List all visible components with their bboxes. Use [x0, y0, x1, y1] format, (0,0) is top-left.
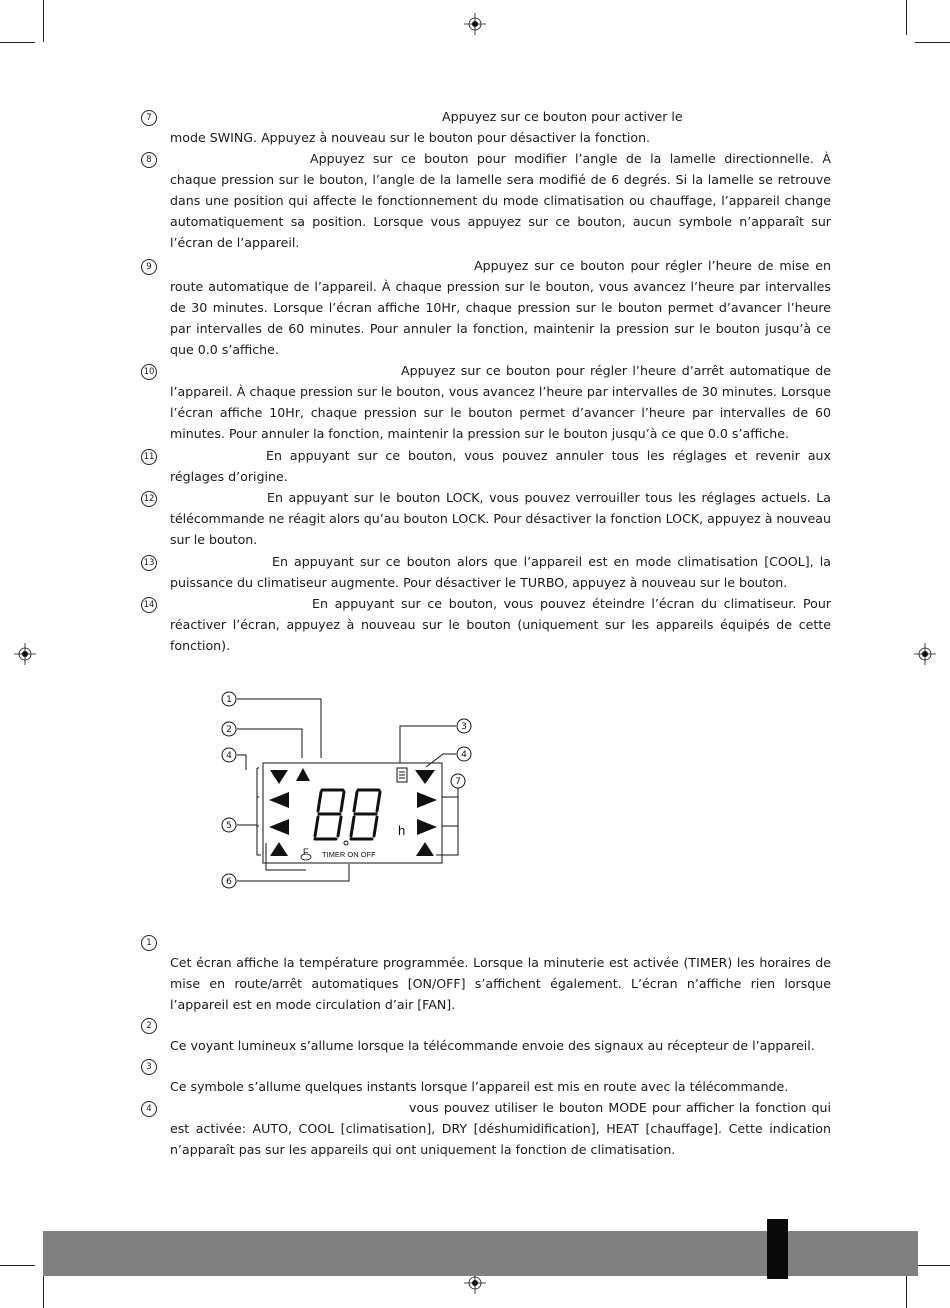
registration-mark-icon — [14, 643, 36, 665]
item-number: 13 — [141, 555, 157, 571]
svg-text:1: 1 — [226, 695, 232, 705]
page-tab-marker — [767, 1219, 788, 1279]
item-text: vous pouvez utiliser le bouton MODE pour afficher la fonction qui est activée: AUTO, COOL [climatisation], DRY [déshumidification], HEAT [chauffage]. Cette indication n’apparaît pas sur les appareils qui ont uniquement la fonction de climatisation. — [170, 1100, 831, 1157]
hour-unit: h — [398, 823, 406, 838]
crop-mark — [915, 42, 950, 43]
item-text: En appuyant sur ce bouton, vous pouvez annuler tous les réglages et revenir aux réglages d’origine. — [170, 448, 831, 484]
svg-text:2: 2 — [226, 725, 232, 735]
item-text: Appuyez sur ce bouton pour modifier l’angle de la lamelle directionnelle. À chaque pression sur le bouton, l’angle de la lamelle sera modifié de 6 degrés. Si la lamelle se retrouve dans une position qui affecte le fonctionnement du mode climatisation ou chauffage, l’appareil change automatiquement sa position. Lorsque vous appuyez sur ce bouton, aucun symbole n’apparaît sur l’écran de l’appareil. — [170, 151, 831, 250]
crop-mark — [0, 42, 35, 43]
item-number: 7 — [141, 110, 157, 126]
timer-label: TIMER ON OFF — [322, 850, 376, 859]
registration-mark-icon — [464, 13, 486, 35]
seven-segment-digits — [315, 790, 380, 839]
item-number: 2 — [141, 1018, 157, 1034]
svg-text:4: 4 — [226, 751, 232, 761]
item-number: 8 — [141, 152, 157, 168]
item-text: En appuyant sur le bouton LOCK, vous pouvez verrouiller tous les réglages actuels. La télécommande ne réagit alors qu’au bouton LOCK. Pour désactiver la fonction LOCK, appuyez à nouveau sur le bouton. — [170, 490, 831, 547]
item-number: 10 — [141, 364, 157, 380]
item-number: 9 — [141, 259, 157, 275]
crop-mark — [43, 0, 44, 42]
item-text: En appuyant sur ce bouton alors que l’appareil est en mode climatisation [COOL], la puissance du climatiseur augmente. Pour désactiver le TURBO, appuyez à nouveau sur le bouton. — [170, 554, 831, 590]
svg-text:6: 6 — [226, 877, 232, 887]
item-number: 4 — [141, 1101, 157, 1117]
item-text: Appuyez sur ce bouton pour activer le mode SWING. Appuyez à nouveau sur le bouton pour désactiver la fonction. — [170, 109, 683, 145]
crop-mark — [915, 1265, 950, 1266]
item-number: 12 — [141, 491, 157, 507]
registration-mark-icon — [914, 643, 936, 665]
fahrenheit-label: F — [303, 847, 309, 857]
svg-text:3: 3 — [461, 722, 467, 732]
svg-text:5: 5 — [226, 821, 232, 831]
item-text: Ce symbole s’allume quelques instants lorsque l’appareil est mis en route avec la télécommande. — [170, 1079, 789, 1094]
item-number: 1 — [141, 935, 157, 951]
crop-mark — [906, 1272, 907, 1308]
crop-mark — [43, 1272, 44, 1308]
item-number: 3 — [141, 1059, 157, 1075]
item-number: 14 — [141, 597, 157, 613]
item-text: Cet écran affiche la température programmée. Lorsque la minuterie est activée (TIMER) les horaires de mise en route/arrêt automatiques [ON/OFF] s’affichent également. L’écran n’affiche rien lorsque l’appareil est en mode circulation d’air [FAN]. — [170, 955, 831, 1012]
svg-text:4: 4 — [461, 750, 467, 760]
crop-mark — [0, 1265, 35, 1266]
crop-mark — [906, 0, 907, 35]
item-text: En appuyant sur ce bouton, vous pouvez éteindre l’écran du climatiseur. Pour réactiver l’écran, appuyez à nouveau sur le bouton (uniquement sur les appareils équipés de cette fonction). — [170, 596, 831, 653]
signal-icon — [397, 768, 407, 782]
item-text: Ce voyant lumineux s’allume lorsque la télécommande envoie des signaux au récepteur de l’appareil. — [170, 1038, 815, 1053]
item-number: 11 — [141, 449, 157, 465]
item-text: Appuyez sur ce bouton pour régler l’heure d’arrêt automatique de l’appareil. À chaque pression sur le bouton, vous avancez l’heure par intervalles de 30 minutes. Lorsque l’écran affiche 10Hr, chaque pression sur le bouton permet d’avancer l’heure par intervalles de 60 minutes. Pour annuler la fonction, maintenir la pression sur le bouton jusqu’à ce que 0.0 s’affiche. — [170, 363, 831, 441]
svg-text:7: 7 — [455, 777, 461, 787]
item-text: Appuyez sur ce bouton pour régler l’heure de mise en route automatique de l’appareil. À chaque pression sur le bouton, vous avancez l’heure par intervalles de 30 minutes. Lorsque l’écran affiche 10Hr, chaque pression sur le bouton permet d’avancer l’heure par intervalles de 60 minutes. Pour annuler la fonction, maintenir la pression sur le bouton jusqu’à ce que 0.0 s’affiche. — [170, 258, 831, 357]
display-diagram — [210, 685, 490, 900]
